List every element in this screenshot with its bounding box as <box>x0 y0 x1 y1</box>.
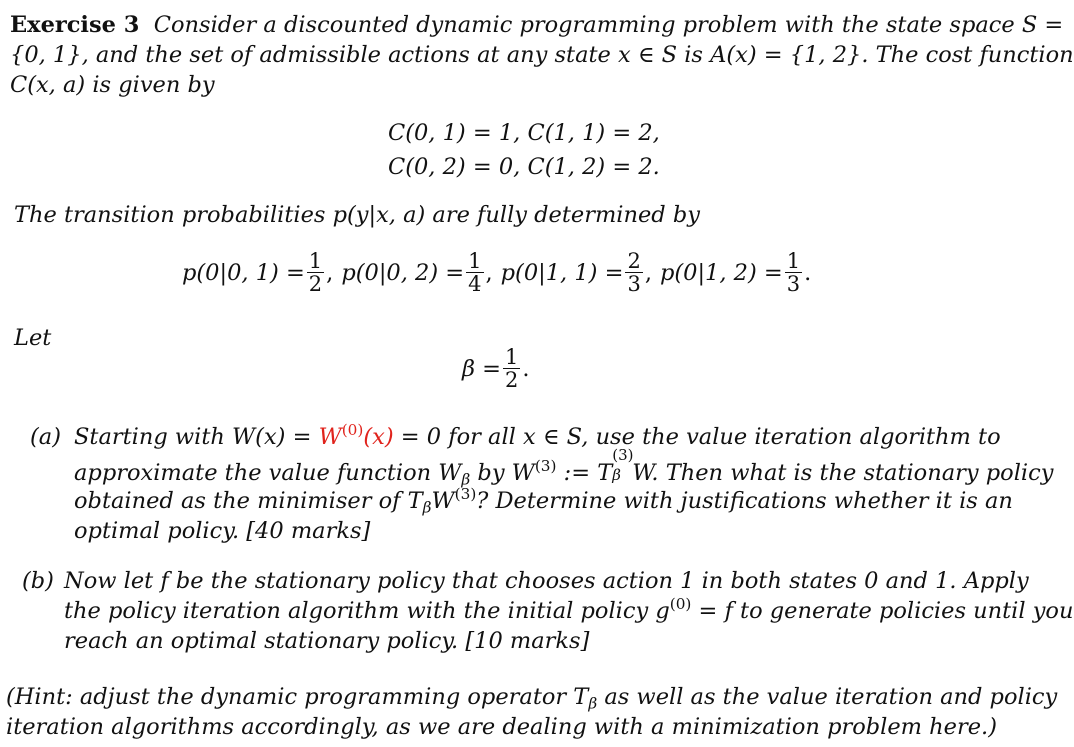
text-run: W. Then what is the stationary policy <box>632 460 1054 486</box>
text-run: by W <box>470 460 535 486</box>
fraction-numerator: 1 <box>468 249 482 273</box>
fraction-numerator: 2 <box>627 249 641 273</box>
part-b-label: (b) <box>22 568 54 594</box>
intro-line-3: C(x, a) is given by <box>10 72 215 98</box>
text-run: := T <box>556 460 613 486</box>
transition-fraction <box>307 250 324 295</box>
sup-sub-stack <box>612 446 634 484</box>
exercise-heading: Exercise 3 <box>10 12 140 38</box>
fraction-separator: , <box>326 259 334 286</box>
text-run: (Hint: adjust the dynamic programming operator T <box>6 684 589 710</box>
superscript: (3) <box>454 484 477 503</box>
text-run: obtained as the minimiser of T <box>74 488 423 514</box>
superscript: (0) <box>669 594 692 613</box>
transition-lhs: p(0|0, 2) = <box>341 259 465 286</box>
transition-equations <box>182 250 811 295</box>
fraction-denominator: 2 <box>505 368 519 393</box>
fraction-denominator: 3 <box>786 272 801 297</box>
text-run: ? Determine with justifications whether it is an <box>476 488 1013 514</box>
text-run: the policy iteration algorithm with the initial policy g <box>64 598 670 624</box>
subscript: β <box>612 466 621 484</box>
transition-lhs: p(0|0, 1) = <box>182 259 305 286</box>
text-run: approximate the value function W <box>74 460 462 486</box>
part-a-label: (a) <box>30 424 61 450</box>
fraction-separator: , <box>485 259 493 286</box>
text-run: = f to generate policies until you <box>691 598 1074 624</box>
part-b-line-1: Now let f be the stationary policy that chooses action 1 in both states 0 and 1. Apply <box>64 568 1029 594</box>
part-b-line-3: reach an optimal stationary policy. [10 marks] <box>64 628 590 654</box>
cost-equation-1: C(0, 1) = 1, C(1, 1) = 2, <box>388 120 660 146</box>
subscript: β <box>422 498 432 517</box>
fraction-denominator: 3 <box>627 272 641 297</box>
superscript: (3) <box>534 456 557 475</box>
intro-line-2: {0, 1}, and the set of admissible actions at any state x ∈ S is A(x) = {1, 2}. The cost function <box>10 42 1074 68</box>
text-run: = 0 for all x ∈ S, use the value iteration algorithm to <box>393 424 1001 450</box>
transition-lhs: p(0|1, 1) = <box>500 259 624 286</box>
transition-fraction <box>625 250 642 295</box>
text-run: (x) <box>363 424 394 450</box>
hint-line-2: iteration algorithms accordingly, as we are dealing with a minimization problem here.) <box>6 714 997 740</box>
text-run: as well as the value iteration and policy <box>597 684 1058 710</box>
fraction-denominator: 2 <box>308 272 323 297</box>
let-label: Let <box>14 325 52 351</box>
text-run: Starting with W(x) = <box>74 424 319 450</box>
beta-equation <box>462 346 530 391</box>
text-run: W <box>431 488 455 514</box>
beta-end: . <box>522 355 530 382</box>
fraction-numerator: 1 <box>786 249 801 273</box>
hint-line-1 <box>6 684 1058 713</box>
subscript: β <box>461 470 471 489</box>
subscript: β <box>588 694 598 713</box>
superscript: (3) <box>612 446 634 464</box>
w0-highlight <box>318 420 394 450</box>
fraction-numerator: 1 <box>505 345 519 369</box>
fraction-denominator: 4 <box>468 272 482 297</box>
part-a-line-2 <box>74 446 1054 489</box>
fraction-numerator: 1 <box>308 249 323 273</box>
part-b-line-2 <box>64 594 1074 624</box>
transition-fraction <box>466 250 483 295</box>
fraction-separator: . <box>804 259 812 286</box>
intro-text-1: Consider a discounted dynamic programming problem with the state space S = <box>153 12 1064 38</box>
beta-lhs: β = <box>462 355 502 382</box>
part-a-line-3 <box>74 484 1013 517</box>
part-a-line-1 <box>74 420 1001 450</box>
beta-fraction <box>503 346 520 391</box>
transition-intro: The transition probabilities p(y|x, a) are fully determined by <box>14 202 700 228</box>
superscript: (0) <box>341 420 364 439</box>
cost-equation-2: C(0, 2) = 0, C(1, 2) = 2. <box>388 154 660 180</box>
intro-line-1 <box>10 14 1063 37</box>
fraction-separator: , <box>644 259 652 286</box>
text-run: W <box>318 424 342 450</box>
transition-lhs: p(0|1, 2) = <box>659 259 783 286</box>
part-a-line-4: optimal policy. [40 marks] <box>74 518 371 544</box>
transition-fraction <box>785 250 802 295</box>
